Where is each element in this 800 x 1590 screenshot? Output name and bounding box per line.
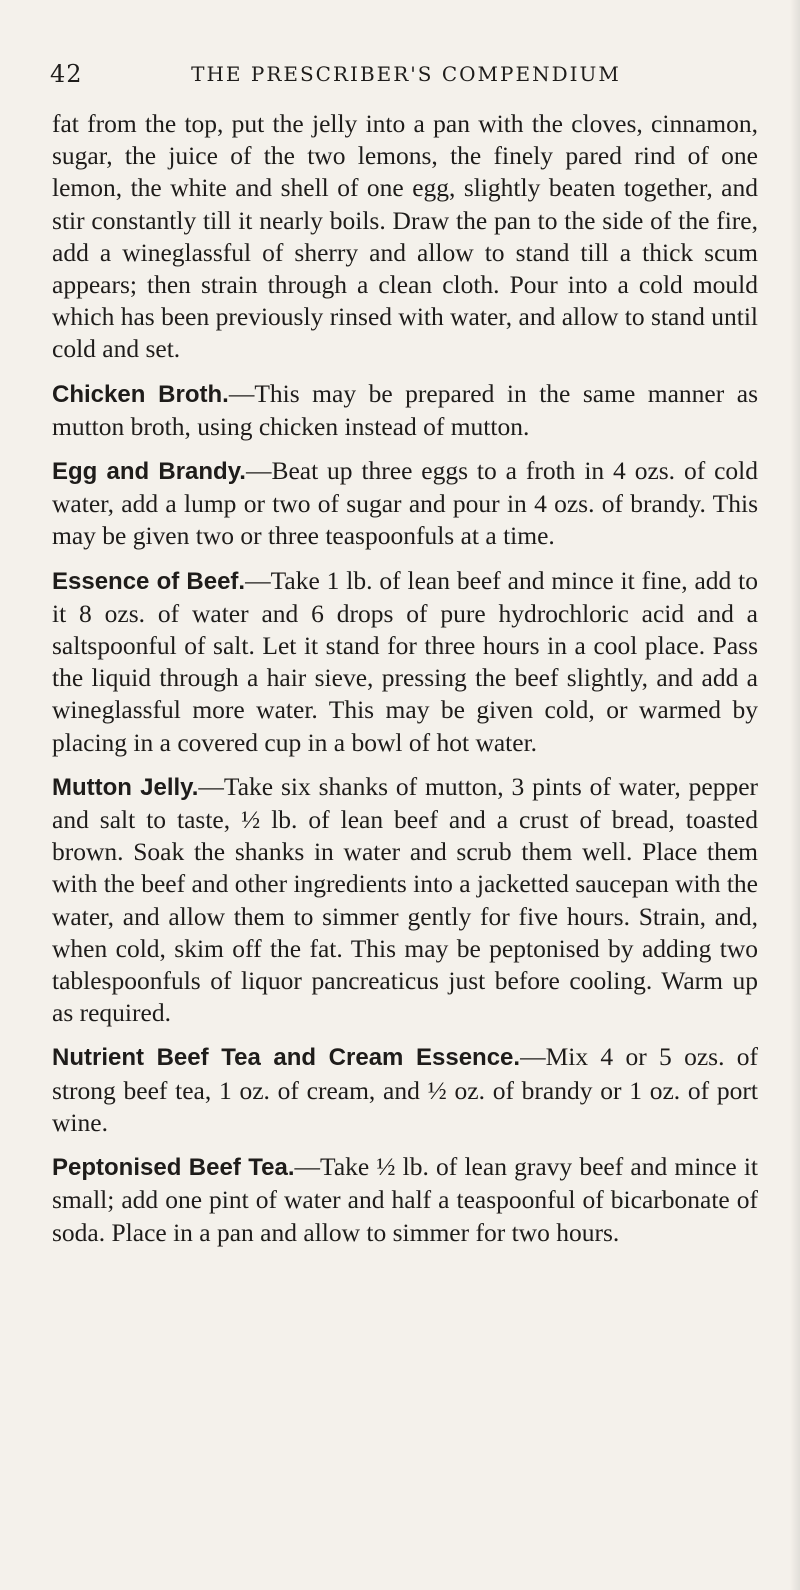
recipe-title: Egg and Brandy.: [52, 458, 246, 486]
recipe-title: Peptonised Beef Tea.: [52, 1154, 295, 1182]
recipe-peptonised-beef-tea: [52, 1151, 758, 1249]
recipe-nutrient-beef-tea: [52, 1041, 758, 1139]
recipe-text: —Take six shanks of mutton, 3 pints of water, pepper and salt to taste, ½ lb. of lean beef and a crust of bread, toasted brown. Soak the shanks in water and scrub them well. Place them with the beef and other ingredients into a jacketted saucepan with the water, and allow them to simmer gently for five hours. Strain, and, when cold, skim off the fat. This may be peptonised by adding two tablespoonfuls of liquor pancreaticus just before cooling. Warm up as required.: [52, 771, 759, 1028]
body-text: [52, 108, 758, 1261]
running-head: [50, 60, 762, 90]
page-number: 42: [50, 60, 83, 88]
running-title: THE PRESCRIBER'S COMPENDIUM: [191, 62, 621, 86]
recipe-essence-of-beef: [52, 565, 758, 759]
recipe-chicken-broth: [52, 378, 758, 443]
recipe-egg-and-brandy: [52, 455, 758, 553]
recipe-title: Mutton Jelly.: [52, 773, 199, 801]
recipe-title: Essence of Beef.: [52, 567, 246, 595]
recipe-title: Nutrient Beef Tea and Cream Essence.: [52, 1044, 521, 1072]
recipe-text: —Beat up three eggs to a froth in 4 ozs. of cold water, add a lump or two of sugar and pour in 4 ozs. of brandy. This may be given two or three teaspoonfuls at a time.: [52, 456, 758, 551]
recipe-text: —Mix 4 or 5 ozs. of strong beef tea, 1 oz. of cream, and ½ oz. of brandy or 1 oz. of port wine.: [52, 1042, 759, 1137]
recipe-mutton-jelly: [52, 771, 758, 1030]
recipe-text: —This may be prepared in the same manner as mutton broth, using chicken instead of mutton.: [52, 378, 758, 441]
recipe-text: —Take 1 lb. of lean beef and mince it fine, add to it 8 ozs. of water and 6 drops of pure hydrochloric acid and a saltspoonful of salt. Let it stand for three hours in a cool place. Pass the liquid through a hair sieve, pressing the beef slightly, and add a wineglassful more water. This may be given cold, or warmed by placing in a covered cup in a bowl of hot water.: [52, 565, 758, 757]
page-edge-shadow: [790, 0, 800, 1590]
recipe-title: Chicken Broth.: [52, 380, 229, 408]
recipe-text: —Take ½ lb. of lean gravy beef and mince it small; add one pint of water and half a teaspoonful of bicarbonate of soda. Place in a pan and allow to simmer for two hours.: [52, 1152, 759, 1247]
continued-paragraph: fat from the top, put the jelly into a pan with the cloves, cinnamon, sugar, the juice of the two lemons, the finely pared rind of one lemon, the white and shell of one egg, slightly beaten together, and stir constantly till it nearly boils. Draw the pan to the side of the fire, add a wineglassful of sherry and allow to stand till a thick scum appears; then strain through a clean cloth. Pour into a cold mould which has been previously rinsed with water, and allow to stand until cold and set.: [52, 109, 758, 364]
